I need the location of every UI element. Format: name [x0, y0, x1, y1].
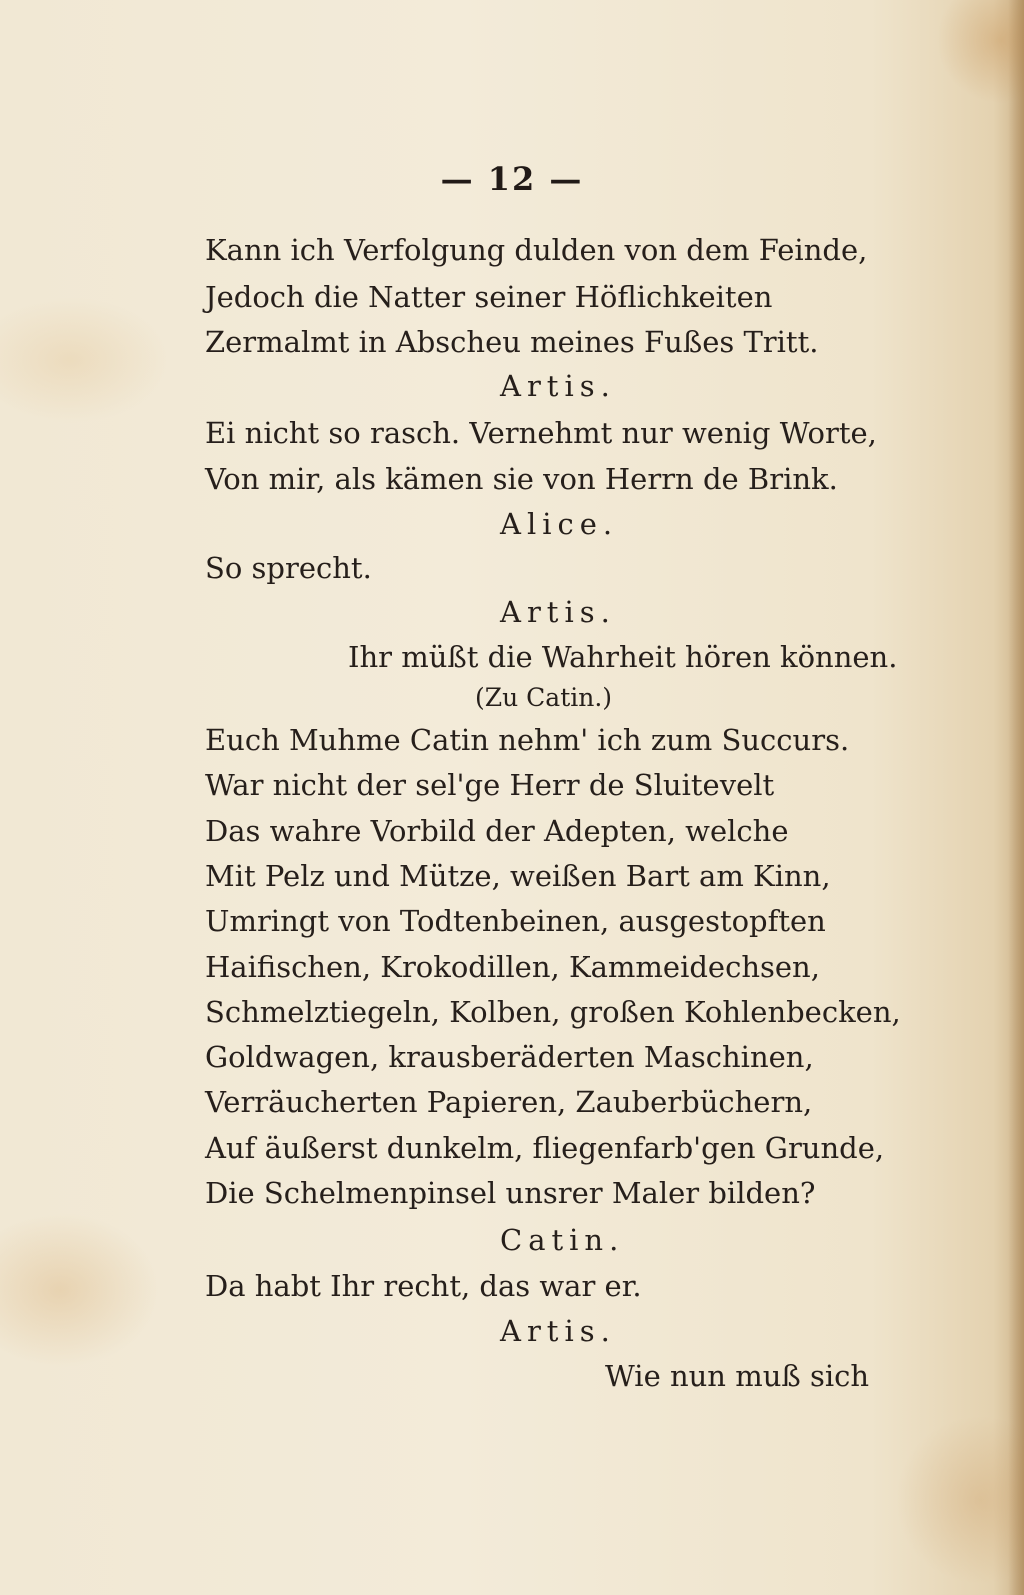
verse-line: Da habt Ihr recht, das war er.	[205, 1269, 642, 1303]
speaker-name: Artis.	[500, 595, 616, 629]
speaker-name: Alice.	[500, 507, 619, 541]
page-number: — 12 —	[440, 160, 584, 198]
page-edge-shadow	[1008, 0, 1024, 1595]
verse-line: So sprecht.	[205, 551, 372, 585]
verse-line: Verräucherten Papieren, Zauberbüchern,	[205, 1085, 813, 1119]
verse-line: Die Schelmenpinsel unsrer Maler bilden?	[205, 1176, 816, 1210]
verse-line: Auf äußerst dunkelm, fliegenfarb'gen Grunde,	[205, 1131, 885, 1165]
verse-line: Umringt von Todtenbeinen, ausgestopften	[205, 904, 826, 938]
verse-line: Mit Pelz und Mütze, weißen Bart am Kinn,	[205, 859, 831, 893]
verse-line: Kann ich Verfolgung dulden von dem Feinde,	[205, 233, 868, 267]
verse-line: Von mir, als kämen sie von Herrn de Brink.	[205, 462, 838, 496]
verse-line: Wie nun muß sich	[605, 1359, 870, 1393]
verse-line: Zermalmt in Abscheu meines Fußes Tritt.	[205, 325, 819, 359]
verse-line: Jedoch die Natter seiner Höflichkeiten	[205, 280, 773, 314]
verse-line: Euch Muhme Catin nehm' ich zum Succurs.	[205, 723, 850, 757]
speaker-name: Artis.	[500, 369, 616, 403]
speaker-name: Catin.	[500, 1223, 625, 1257]
verse-line: Schmelztiegeln, Kolben, großen Kohlenbecken,	[205, 995, 901, 1029]
speaker-name: Artis.	[500, 1314, 616, 1348]
stage-direction: (Zu Catin.)	[475, 683, 613, 712]
verse-line: Das wahre Vorbild der Adepten, welche	[205, 814, 789, 848]
verse-line: Ihr müßt die Wahrheit hören können.	[348, 640, 898, 674]
verse-line: War nicht der sel'ge Herr de Sluitevelt	[205, 768, 775, 802]
verse-line: Ei nicht so rasch. Vernehmt nur wenig Worte,	[205, 416, 877, 450]
verse-line: Haifischen, Krokodillen, Kammeidechsen,	[205, 950, 820, 984]
verse-line: Goldwagen, krausberäderten Maschinen,	[205, 1040, 814, 1074]
